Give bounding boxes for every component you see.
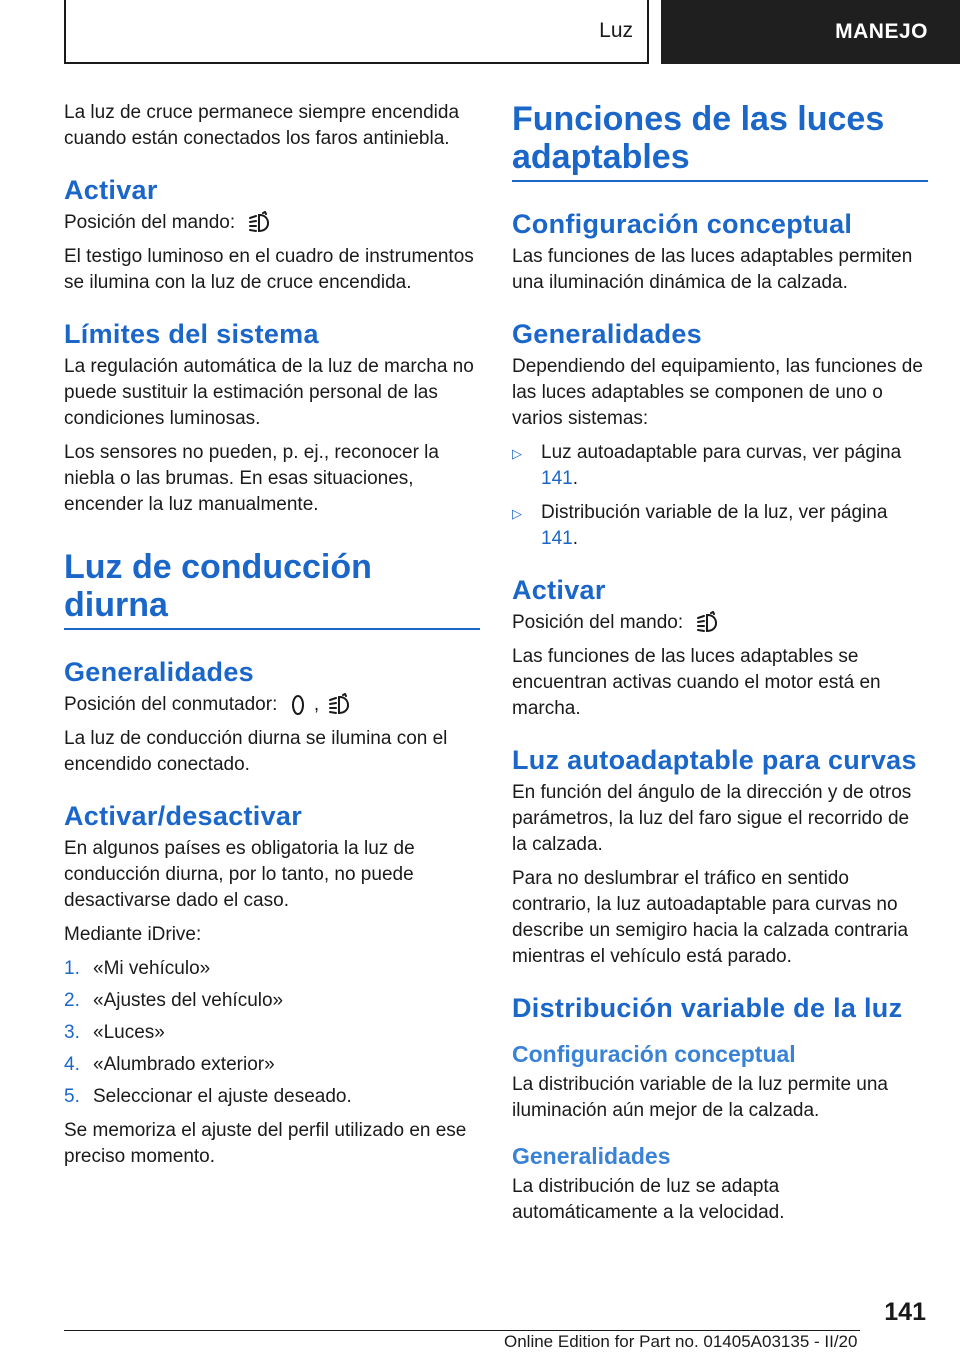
list-item [512,500,928,552]
page-number: 141 [884,1298,926,1326]
bullet-text: Luz autoadaptable para curvas, ver página 141. [541,442,902,489]
triangle-bullet-icon: ▷ [512,446,522,461]
activar-position-line [512,610,928,636]
auto-light-switch-icon [696,611,722,635]
generalidades-text: La luz de conducción diurna se ilumina con el encendido conectado. [64,728,448,775]
step-number: 3. [64,1022,80,1043]
auto-light-switch-icon [248,211,274,235]
activar-heading: Activar [64,175,158,205]
limites-heading: Límites del sistema [64,319,319,349]
header-chapter-title: MANEJO [835,20,928,43]
activar-position-label: Posición del mando: [512,612,684,633]
activar-desactivar-paragraph-2: Mediante iDrive: [64,924,202,945]
list-item [64,1084,480,1110]
distribucion-generalidades-heading: Generalidades [512,1143,671,1169]
generalidades-icon-separator: , [313,694,320,715]
configuracion-text: Las funciones de las luces adaptables permiten una iluminación dinámica de la calzada. [512,246,913,293]
generalidades-text: Dependiendo del equipamiento, las funciones de las luces adaptables se componen de uno o varios sistemas: [512,356,923,429]
auto-light-switch-icon [328,693,354,717]
header-chapter-tab [661,0,960,64]
step-number: 5. [64,1086,80,1107]
list-item [64,956,480,982]
step-text: «Luces» [93,1022,165,1043]
curvas-paragraph-2: Para no deslumbrar el tráfico en sentido contrario, la luz autoadaptable para curvas no describe un semigiro hacia la calzada contraria mientras el vehículo está parado. [512,868,909,967]
activar-desactivar-paragraph-1: En algunos países es obligatoria la luz de conducción diurna, por lo tanto, no puede desactivarse dado el caso. [64,838,415,911]
funciones-heading: Funciones de las luces adaptables [512,100,928,182]
activar-position-line [64,210,480,236]
generalidades-heading: Generalidades [64,657,254,687]
page-reference-link[interactable]: 141 [541,468,573,489]
limites-paragraph-1: La regulación automática de la luz de marcha no puede sustituir la estimación personal de las condiciones luminosas. [64,356,474,429]
footer-edition-text: Online Edition for Part no. 01405A03135 - II/20 [504,1332,858,1351]
distribucion-configuracion-text: La distribución variable de la luz permite una iluminación aún mejor de la calzada. [512,1074,888,1121]
step-number: 1. [64,958,80,979]
activar-text: Las funciones de las luces adaptables se encuentran activas cuando el motor está en marcha. [512,646,881,719]
list-item [512,440,928,492]
generalidades-heading: Generalidades [512,319,702,349]
limites-paragraph-2: Los sensores no pueden, p. ej., reconocer la niebla o las brumas. En esas situaciones, encender la luz manualmente. [64,442,439,515]
step-number: 4. [64,1054,80,1075]
distribucion-generalidades-text: La distribución de luz se adapta automáticamente a la velocidad. [512,1176,785,1223]
intro-paragraph: La luz de cruce permanece siempre encendida cuando están conectados los faros antiniebla. [64,102,460,149]
step-text: «Ajustes del vehículo» [93,990,284,1011]
daytime-running-light-icon [291,693,305,717]
activar-heading: Activar [512,575,606,605]
activar-desactivar-paragraph-3: Se memoriza el ajuste del perfil utilizado en ese preciso momento. [64,1120,467,1167]
list-item [64,988,480,1014]
distribucion-heading: Distribución variable de la luz [512,993,903,1023]
systems-list [512,440,928,552]
bullet-text: Distribución variable de la luz, ver página 141. [541,502,888,549]
idrive-steps-list [64,956,480,1110]
diurna-heading: Luz de conducción diurna [64,548,480,630]
list-item [64,1020,480,1046]
activar-position-label: Posición del mando: [64,212,236,233]
activar-desactivar-heading: Activar/desactivar [64,801,303,831]
left-column [64,100,480,1178]
generalidades-position-line [64,692,480,718]
step-number: 2. [64,990,80,1011]
generalidades-position-label: Posición del conmutador: [64,694,278,715]
step-text: «Mi vehículo» [93,958,211,979]
step-text: Seleccionar el ajuste deseado. [93,1086,352,1107]
step-text: «Alumbrado exterior» [93,1054,275,1075]
header-section-title: Luz [599,19,633,42]
page-reference-link[interactable]: 141 [541,528,573,549]
triangle-bullet-icon: ▷ [512,506,522,521]
curvas-heading: Luz autoadaptable para curvas [512,745,917,775]
distribucion-configuracion-heading: Configuración conceptual [512,1041,796,1067]
right-column [512,100,928,1234]
list-item [64,1052,480,1078]
activar-text: El testigo luminoso en el cuadro de instrumentos se ilumina con la luz de cruce encendida. [64,246,474,293]
configuracion-heading: Configuración conceptual [512,209,853,239]
footer-divider [64,1330,860,1331]
header-chapter-section-box [64,0,649,64]
curvas-paragraph-1: En función del ángulo de la dirección y de otros parámetros, la luz del faro sigue el recorrido de la calzada. [512,782,912,855]
